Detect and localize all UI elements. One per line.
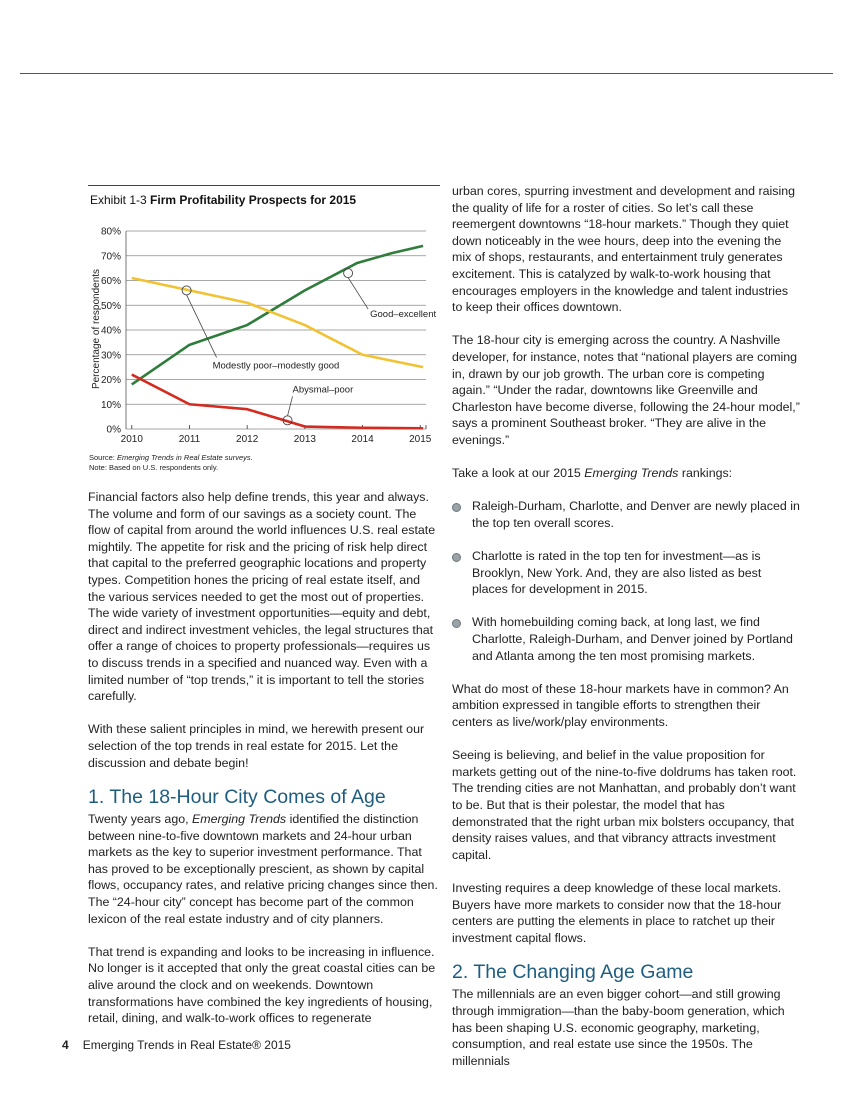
list-item-text: With homebuilding coming back, at long last, we find Charlotte, Raleigh-Durham, and Denver joined by Portland and Atlanta among the ten most promising markets. <box>472 615 793 663</box>
text-run: identified the distinction between nine-to-five downtown markets and 24-hour urban markets as the key to superior investment performance. That has proved to be exceptionally prescient, as shown by capital flows, occupancy rates, and relative pricing changes since then. The “24-hour city” concept has become part of the common lexicon of the real estate industry and of city planners. <box>88 812 438 926</box>
y-tick-label: 0% <box>106 424 121 436</box>
list-item <box>452 548 800 598</box>
exhibit-label: Exhibit 1-3 <box>90 193 147 207</box>
list-item <box>452 498 800 531</box>
y-tick-label: 30% <box>100 350 121 362</box>
exhibit-source <box>89 453 253 473</box>
series-line-abysmal-poor <box>132 375 423 429</box>
chart-series <box>132 246 423 428</box>
x-tick-label: 2013 <box>293 434 316 445</box>
source-note: Note: Based on U.S. respondents only. <box>89 463 219 472</box>
y-axis-label: Percentage of respondents <box>91 268 102 390</box>
left-column <box>88 489 440 1027</box>
page-footer <box>62 1038 291 1052</box>
y-tick-label: 10% <box>100 399 121 411</box>
y-tick-label: 40% <box>100 325 121 337</box>
emphasis-text: Emerging Trends <box>584 466 679 481</box>
paragraph: That trend is expanding and looks to be increasing in influence. No longer is it accepted that only the great coastal cities can be alive around the clock and on weekends. Downtown transformations have combined the key ingredients of housing, retail, dining, and walk-to-work offices to regenerate <box>88 944 436 1026</box>
x-tick-label: 2011 <box>178 434 201 445</box>
source-label: Source: <box>89 453 115 462</box>
y-tick-label: 50% <box>100 300 121 312</box>
footer-title: Emerging Trends in Real Estate® 2015 <box>82 1038 291 1052</box>
source-text: Emerging Trends in Real Estate surveys. <box>116 453 253 462</box>
annotation-label: Modestly poor–modestly good <box>212 360 340 372</box>
profitability-line-chart <box>88 215 440 451</box>
annotation-label: Abysmal–poor <box>292 384 354 396</box>
y-tick-label: 20% <box>100 375 121 386</box>
paragraph <box>452 465 800 482</box>
exhibit-1-3 <box>88 185 440 472</box>
exhibit-title-text: Firm Profitability Prospects for 2015 <box>150 193 357 207</box>
header-rule <box>20 73 833 74</box>
rankings-list <box>452 498 800 664</box>
x-tick-label: 2014 <box>351 434 374 445</box>
paragraph: Financial factors also help define trends, this year and always. The volume and form of our savings as a society count. The flow of capital from around the world influences U.S. real estate mightily. The appetite for risk and the pricing of risk help direct that capital to the preferred geographic locations and property types. Competition hones the pricing of real estate itself, and the various services needed to get the most out of properties. The wide variety of investment opportunities—equity and debt, direct and indirect investment vehicles, the legal structures that offer a range of choices to property professionals—requires us to discuss trends in a specified and nuanced way. Even with a limited number of “top trends,” it is important to tell the stories carefully. <box>88 490 436 704</box>
y-tick-label: 60% <box>100 276 121 287</box>
list-item <box>452 614 800 664</box>
annotation-leader <box>348 278 368 310</box>
paragraph: What do most of these 18-hour markets have in common? An ambition expressed in tangible efforts to strengthen their centers as live/work/play environments. <box>452 681 789 729</box>
paragraph: urban cores, spurring investment and development and raising the quality of life for a roster of cities. So let’s call these reemergent downtowns “18-hour markets.” Though they quiet down noticeably in the wee hours, deep into the evening the mix of shops, restaurants, and entertainment truly generates excitement. This is catalyzed by walk-to-work housing that encourages employers in the knowledge and talent industries to keep their offices downtown. <box>452 184 796 315</box>
annotation-marker <box>344 269 353 278</box>
y-axis-ticks <box>101 227 121 436</box>
x-tick-label: 2012 <box>236 434 259 445</box>
chart-annotations <box>182 269 436 425</box>
paragraph: With these salient principles in mind, we herewith present our selection of the top trends in real estate for 2015. Let the discussion and debate begin! <box>88 722 425 770</box>
paragraph: The 18-hour city is emerging across the country. A Nashville developer, for instance, notes that “national players are coming in, drawn by our job growth. The urban core is competing again.” “Under the radar, downtowns like Greenville and Charleston have become diverse, following the 24-hour model,” says a prominent Southeast broker. “They are alive in the evenings.” <box>452 333 800 447</box>
paragraph: The millennials are an even bigger cohort—and still growing through immigration—than the baby-boom generation, which has been shaping U.S. economic geography, marketing, consumption, and real estate use since the 1950s. The millennials <box>452 987 785 1068</box>
paragraph <box>88 811 440 927</box>
y-tick-label: 70% <box>100 251 121 263</box>
list-item-text: Raleigh-Durham, Charlotte, and Denver are newly placed in the top ten overall scores. <box>472 499 800 530</box>
paragraph: Investing requires a deep knowledge of these local markets. Buyers have more markets to consider now that the 18-hour centers are putting the elements in place to ratchet up their investment capital flows. <box>452 880 782 945</box>
paragraph: Seeing is believing, and belief in the value proposition for markets getting out of the nine-to-five doldrums has taken root. The trending cities are not Manhattan, and probably don’t want to be. But that is their polestar, the model that has demonstrated that the right urban mix bolsters occupancy, that density raises values, and that vibrancy attracts investment capital. <box>452 748 797 862</box>
exhibit-title <box>90 193 356 207</box>
annotation-leader <box>187 295 217 358</box>
emphasis-text: Emerging Trends <box>192 812 287 827</box>
section-heading-2: 2. The Changing Age Game <box>452 961 694 984</box>
chart-grid <box>126 231 426 429</box>
text-run: Take a look at our 2015 <box>452 466 585 481</box>
annotation-label: Good–excellent <box>370 309 437 321</box>
right-column <box>452 183 800 1069</box>
page-number: 4 <box>62 1038 69 1052</box>
list-item-text: Charlotte is rated in the top ten for investment—as is Brooklyn, New York. And, they are also listed as best places for development in 2015. <box>472 549 762 597</box>
annotation-leader <box>288 396 293 416</box>
section-heading-1: 1. The 18-Hour City Comes of Age <box>88 786 386 809</box>
exhibit-top-rule <box>88 185 440 186</box>
bullet-icon <box>452 619 461 628</box>
bullet-icon <box>452 503 461 512</box>
x-tick-label: 2010 <box>120 434 143 445</box>
text-run: Twenty years ago, <box>88 812 192 827</box>
bullet-icon <box>452 553 461 562</box>
y-tick-label: 80% <box>100 226 121 238</box>
text-run: rankings: <box>678 466 733 481</box>
x-tick-label: 2015 <box>409 434 432 445</box>
